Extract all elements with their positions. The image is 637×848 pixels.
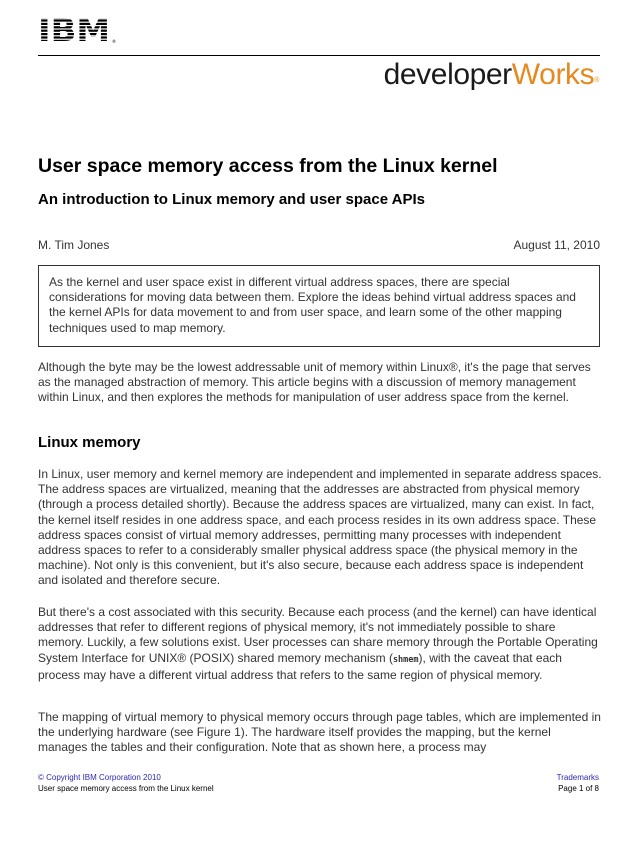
- footer-left: [38, 772, 214, 794]
- brand-works: Works: [511, 58, 595, 91]
- copyright-link[interactable]: © Copyright IBM Corporation 2010: [38, 773, 161, 782]
- svg-text:®: ®: [112, 39, 116, 44]
- article-subtitle: An introduction to Linux memory and user space APIs: [38, 191, 426, 208]
- paragraph-2-text-b: ), with the caveat that each process may have a different virtual address that refers to the same region of physical memory.: [38, 650, 562, 682]
- trademarks-link[interactable]: Trademarks: [556, 773, 599, 782]
- ibm-logo: [38, 14, 118, 46]
- paragraph-3: The mapping of virtual memory to physical memory occurs through page tables, which are implemented in the underlying hardware (see Figure 1). The hardware itself provides the mapping, but the kernel manages the tables and their configuration. Note that as shown here, a process may: [38, 710, 601, 755]
- brand-developer: developer: [383, 58, 512, 91]
- article-meta: [38, 238, 600, 252]
- paragraph-1: In Linux, user memory and kernel memory are independent and implemented in separate address spaces. The address spaces are virtualized, meaning that the addresses are abstracted from physical memory (through a process detailed shortly). Because the address spaces are virtualized, many can exist. In fact, the kernel itself resides in one address space, and each process resides in its own address space. These address spaces consist of virtual memory addresses, permitting many processes with independent address spaces to refer to a considerably smaller physical address space (the physical memory in the machine). Not only is this convenient, but it's also secure, because each address space is independent and isolated and therefore secure.: [38, 467, 602, 588]
- paragraph-2-text-a: But there's a cost associated with this security. Because each process (and the kernel) can have identical addresses that refer to different regions of physical memory, it's not immediately possible to share memory. Luckily, a few solutions exist. User processes can share memory through the Portable Operating System Interface for UNIX® (POSIX) shared memory mechanism (: [38, 605, 598, 665]
- author: M. Tim Jones: [38, 238, 110, 252]
- section-heading-linux-memory: Linux memory: [38, 434, 141, 451]
- brand-mark: ®: [594, 77, 599, 84]
- developerworks-logo[interactable]: [384, 58, 599, 92]
- header-rule: [38, 55, 600, 56]
- intro-paragraph: Although the byte may be the lowest addressable unit of memory within Linux®, it's the page that serves as the managed abstraction of memory. This article begins with a discussion of memory management within Linux, and then explores the methods for manipulation of user address space from the kernel.: [38, 360, 591, 405]
- code-shmem: shmem: [392, 654, 419, 665]
- page-number: Page 1 of 8: [558, 784, 599, 793]
- abstract-box: As the kernel and user space exist in different virtual address spaces, there are special considerations for moving data between them. Explore the ideas behind virtual address spaces and the kernel APIs for data movement to and from user space, and learn some of the other mapping techniques used to map memory.: [38, 265, 600, 347]
- footer-right: [557, 772, 599, 794]
- publish-date: August 11, 2010: [513, 238, 600, 252]
- footer-doc-title: User space memory access from the Linux kernel: [38, 784, 214, 793]
- article-title: User space memory access from the Linux kernel: [38, 155, 498, 177]
- paragraph-2: [38, 605, 602, 683]
